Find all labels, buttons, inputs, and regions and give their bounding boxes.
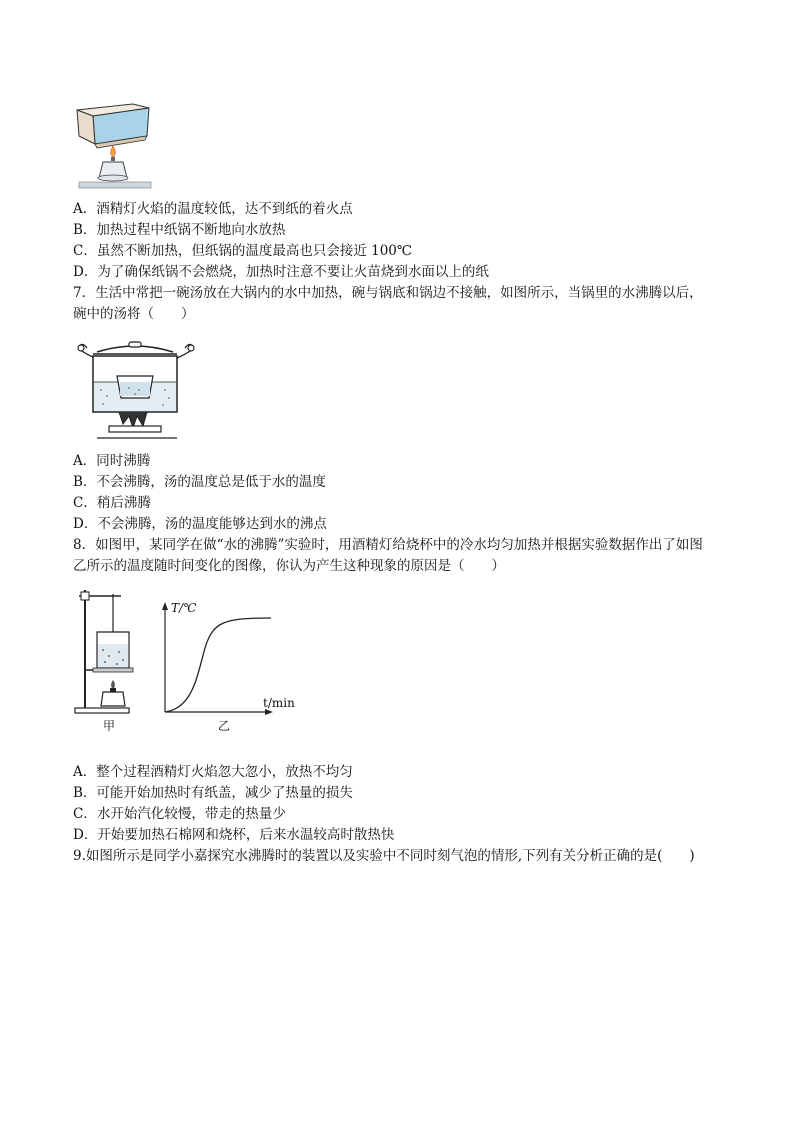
temperature-curve: [165, 618, 271, 712]
q8-option-a: A．整个过程酒精灯火焰忽大忽小，放热不均匀: [73, 764, 353, 780]
q8-option-b: B．可能开始加热时有纸盖，减少了热量的损失: [73, 785, 353, 801]
q7-option-b: B．不会沸腾，汤的温度总是低于水的温度: [73, 474, 326, 490]
fig-caption-yi: 乙: [218, 719, 231, 733]
q8-stem-line1: 8．如图甲，某同学在做“水的沸腾”实验时，用酒精灯给烧杯中的冷水均匀加热并根据实验数据作出了如图: [73, 537, 703, 553]
x-axis-label: t/min: [263, 696, 295, 710]
q7-option-a: A．同时沸腾: [73, 453, 151, 469]
q9-stem: 9.如图所示是同学小嘉探究水沸腾时的装置以及实验中不同时刻气泡的情形,下列有关分析正确的是( ): [73, 848, 695, 864]
q6-option-b: B．加热过程中纸锅不断地向水放热: [73, 222, 286, 238]
q8-stem-line2: 乙所示的温度随时间变化的图像，你认为产生这种现象的原因是（ ）: [73, 558, 505, 574]
q6-option-a: A．酒精灯火焰的温度较低，达不到纸的着火点: [73, 201, 353, 217]
q8-option-c: C．水开始汽化较慢，带走的热量少: [73, 806, 286, 822]
q8-option-d: D．开始要加热石棉网和烧杯，后来水温较高时散热快: [73, 827, 395, 843]
temperature-time-graph: [162, 602, 273, 715]
fig-caption-jia: 甲: [103, 719, 116, 733]
q7-option-c: C．稍后沸腾: [73, 495, 151, 511]
q6-option-d: D．为了确保纸锅不会燃烧，加热时注意不要让火苗烧到水面以上的纸: [73, 264, 489, 280]
q7-stem-line2: 碗中的汤将（ ）: [73, 306, 195, 322]
bowl-in-pot-figure: [73, 338, 203, 444]
y-axis-label: T/℃: [171, 601, 197, 615]
iron-stand-apparatus: [75, 590, 133, 713]
q8-figure: [73, 584, 303, 736]
q7-stem-line1: 7．生活中常把一碗汤放在大锅内的水中加热，碗与锅底和锅边不接触，如图所示，当锅里的水沸腾以后，: [73, 285, 703, 301]
paper-pot-figure: [73, 100, 155, 192]
q7-option-d: D．不会沸腾，汤的温度能够达到水的沸点: [73, 516, 327, 532]
q6-option-c: C．虽然不断加热，但纸锅的温度最高也只会接近 100℃: [73, 243, 412, 259]
